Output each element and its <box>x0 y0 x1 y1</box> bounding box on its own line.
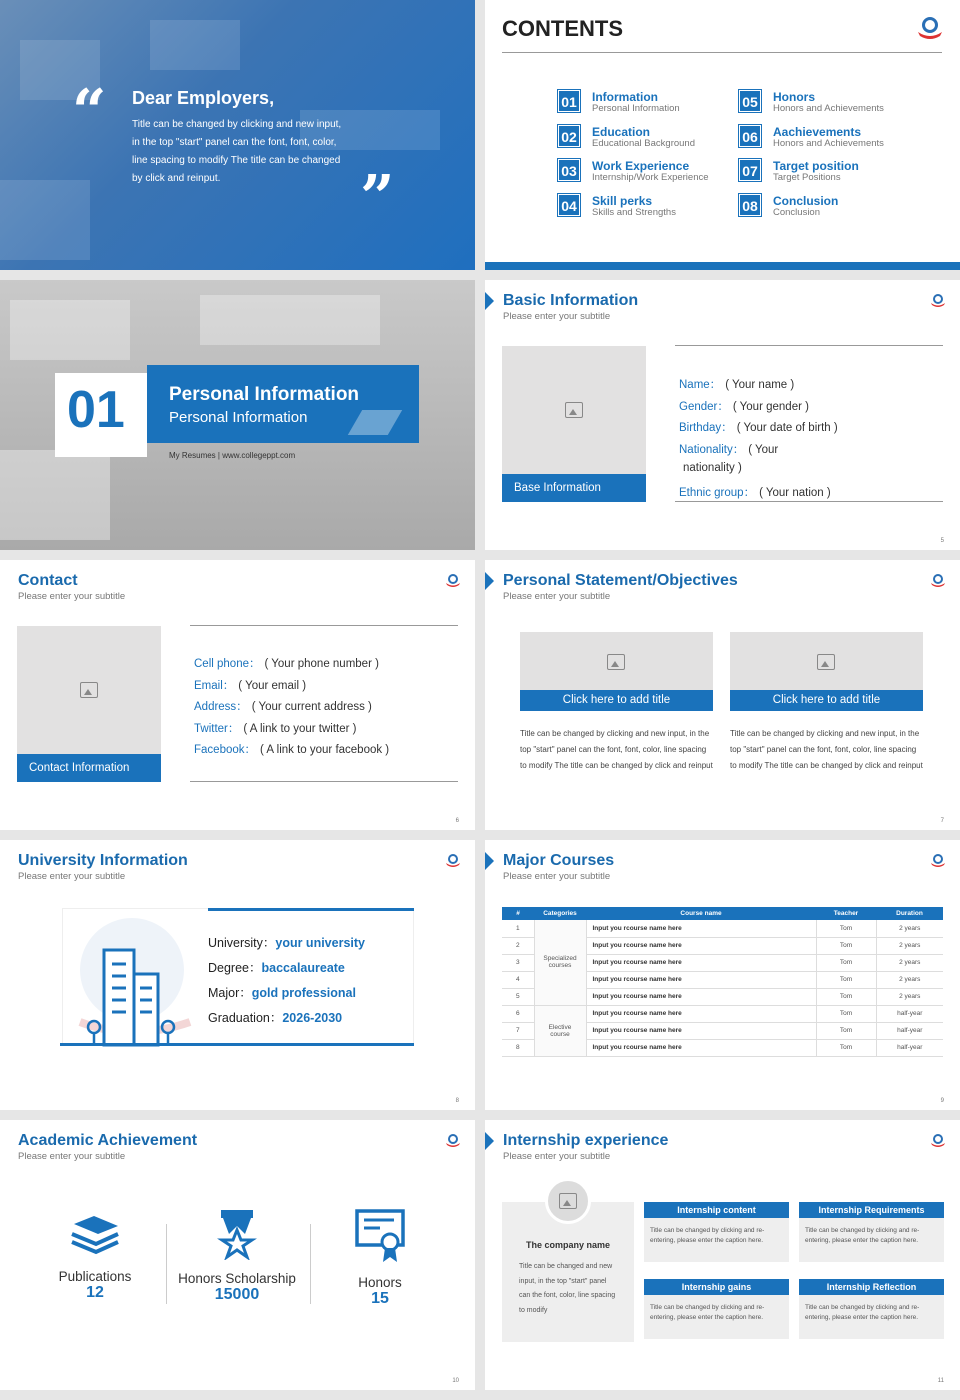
contents-item-title: Aachievements <box>773 124 862 139</box>
info-field-value[interactable]: ( Your current address ) <box>251 701 372 714</box>
contents-item-title: Target position <box>773 159 859 173</box>
table-header-cell: # <box>502 907 534 920</box>
slide-title: Major Courses <box>503 852 615 869</box>
info-field <box>679 398 809 414</box>
slide-internship-experience <box>485 1120 960 1390</box>
table-header-cell: Teacher <box>816 907 876 920</box>
slide-subtitle: Please enter your subtitle <box>18 1151 126 1162</box>
photo-sign <box>0 450 110 540</box>
course-number: 5 <box>502 988 534 1005</box>
slide-title: Internship experience <box>503 1132 669 1149</box>
university-row-value: your university <box>275 936 365 950</box>
slide-title: Academic Achievement <box>18 1132 198 1149</box>
contents-item-title: Education <box>592 124 651 139</box>
slide-title: Basic Information <box>503 292 639 309</box>
image-icon <box>559 1193 577 1209</box>
slide-academic-achievement <box>0 1120 475 1390</box>
slide-university-information <box>0 840 475 1110</box>
internship-box-header: Internship Reflection <box>799 1279 944 1295</box>
university-logo-icon <box>930 852 946 868</box>
title-marker-icon <box>485 292 494 310</box>
internship-box <box>644 1202 789 1262</box>
achievement-value: 15000 <box>214 1286 260 1303</box>
info-field-key: Nationality： <box>679 443 745 456</box>
course-teacher: Tom <box>816 1022 876 1039</box>
title-marker-icon <box>485 1132 494 1150</box>
university-logo-icon <box>916 14 944 40</box>
info-field <box>194 655 379 671</box>
university-row-key: Graduation： <box>208 1011 283 1025</box>
slide1-body: Title can be changed by clicking and new input, in the top "start" panel can the font, font, color, line spacing to modify The title can be changed by click and reinput. <box>132 119 342 184</box>
course-duration: 2 years <box>876 971 943 988</box>
divider-bottom <box>190 781 458 782</box>
course-name[interactable]: Input you rcourse name here <box>586 1022 816 1039</box>
page-number: 7 <box>940 818 944 824</box>
slide-contact <box>0 560 475 830</box>
course-duration: 2 years <box>876 954 943 971</box>
internship-box-text: Title can be changed by clicking and re-entering, please enter the caption here. <box>799 1295 944 1339</box>
course-name[interactable]: Input you rcourse name here <box>586 1039 816 1056</box>
course-duration: half-year <box>876 1039 943 1056</box>
info-field-value[interactable]: ( Your date of birth ) <box>736 422 838 435</box>
course-number: 3 <box>502 954 534 971</box>
slide-subtitle: Please enter your subtitle <box>18 591 126 602</box>
internship-box-text: Title can be changed by clicking and re-entering, please enter the caption here. <box>644 1218 789 1262</box>
course-number: 1 <box>502 920 534 937</box>
info-field-key: Facebook： <box>194 744 257 757</box>
contents-item-number: 02 <box>558 125 580 147</box>
university-row-key: Major： <box>208 986 252 1000</box>
course-number: 4 <box>502 971 534 988</box>
info-field-key: Twitter： <box>194 722 240 735</box>
close-quote-icon: ” <box>360 163 395 233</box>
slide-dear-employers <box>0 0 475 270</box>
university-row-key: Degree： <box>208 961 262 975</box>
contents-item-subtitle: Personal Information <box>592 103 680 114</box>
university-row-value: 2026-2030 <box>282 1011 343 1025</box>
contents-item[interactable] <box>739 125 909 151</box>
company-name: The company name <box>525 1240 611 1250</box>
section-subtitle: Personal Information <box>169 409 308 426</box>
course-teacher: Tom <box>816 988 876 1005</box>
course-number: 2 <box>502 937 534 954</box>
university-row <box>208 1008 342 1026</box>
info-field-key: Address： <box>194 701 248 714</box>
title-marker-icon <box>485 572 494 590</box>
course-name[interactable]: Input you rcourse name here <box>586 971 816 988</box>
info-field <box>194 698 372 714</box>
university-row <box>208 983 356 1001</box>
contents-item-number: 07 <box>739 159 761 181</box>
courses-table <box>502 907 943 1057</box>
university-logo-icon <box>930 292 946 308</box>
photo-sign <box>0 180 90 260</box>
open-quote-icon: “ <box>72 77 107 147</box>
books-icon <box>68 1212 122 1258</box>
contents-item-number: 04 <box>558 194 580 216</box>
contents-item-number: 01 <box>558 90 580 112</box>
section-footer: My Resumes | www.collegeppt.com <box>169 451 296 460</box>
contents-item-subtitle: Honors and Achievements <box>773 137 884 149</box>
info-field-value[interactable]: ( Your gender ) <box>732 400 809 413</box>
slide-subtitle: Please enter your subtitle <box>503 1151 611 1162</box>
contents-item[interactable] <box>558 90 728 116</box>
card-bottom-line <box>60 1043 414 1046</box>
slide-major-courses <box>485 840 960 1110</box>
contents-item-title: Conclusion <box>773 193 839 208</box>
info-field-value[interactable]: nationality ) <box>683 462 742 475</box>
slide-subtitle: Please enter your subtitle <box>503 871 611 882</box>
info-field-value[interactable]: ( A link to your facebook ) <box>260 744 390 757</box>
course-duration: half-year <box>876 1005 943 1022</box>
divider-bottom <box>675 501 943 502</box>
image-icon <box>817 654 835 670</box>
course-duration: half-year <box>876 1022 943 1039</box>
internship-box-text: Title can be changed by clicking and re-entering, please enter the caption here. <box>799 1218 944 1262</box>
internship-box-header: Internship Requirements <box>799 1202 944 1218</box>
contents-title: CONTENTS <box>502 16 623 41</box>
info-field-value[interactable]: ( Your <box>748 443 779 456</box>
medal-icon <box>217 1208 257 1260</box>
achievement-value: 15 <box>371 1290 389 1307</box>
info-field <box>679 462 742 474</box>
university-row-key: University： <box>208 936 276 950</box>
internship-box-header: Internship gains <box>644 1279 789 1295</box>
contents-item-title: Information <box>592 90 658 104</box>
achievement-honors <box>310 1208 450 1308</box>
contents-item-title: Honors <box>773 90 815 104</box>
info-field-value[interactable]: ( Your name ) <box>725 379 795 391</box>
company-text: Title can be changed and new input, in the top "start" panel can the font, color, line spacing to modify <box>519 1263 616 1314</box>
course-teacher: Tom <box>816 954 876 971</box>
contents-item-number: 03 <box>558 159 580 181</box>
contents-item-number: 05 <box>739 90 761 112</box>
slide-subtitle: Please enter your subtitle <box>503 591 611 602</box>
page-number: 6 <box>455 818 459 824</box>
course-name[interactable]: Input you rcourse name here <box>586 920 816 937</box>
title-marker-icon <box>485 852 494 870</box>
slide-title: Personal Statement/Objectives <box>503 572 738 589</box>
university-logo-icon <box>445 852 461 868</box>
divider-top <box>675 345 943 346</box>
course-number: 6 <box>502 1005 534 1022</box>
image-icon <box>80 682 98 698</box>
contents-item-subtitle: Target Positions <box>773 172 841 183</box>
contents-item-number: 06 <box>739 125 761 147</box>
slide-personal-statement <box>485 560 960 830</box>
info-field-value[interactable]: ( A link to your twitter ) <box>243 722 357 735</box>
card-title-button[interactable]: Click here to add title <box>520 690 713 711</box>
photo-window <box>10 300 130 360</box>
page-number: 8 <box>455 1098 459 1104</box>
card-text: Title can be changed by clicking and new input, in the top "start" panel can the font, font, color, line spacing to modify The title can be changed by click and reinput <box>730 729 923 770</box>
university-row-value: gold professional <box>251 986 356 1000</box>
slide-title: Contact <box>18 572 78 589</box>
contents-item-subtitle: Internship/Work Experience <box>592 172 709 183</box>
page-number: 11 <box>937 1378 944 1384</box>
info-field-key: Birthday： <box>679 422 733 435</box>
table-row <box>502 920 943 937</box>
section-title: Personal Information <box>169 384 360 405</box>
course-name[interactable]: Input you rcourse name here <box>586 1005 816 1022</box>
course-duration: 2 years <box>876 988 943 1005</box>
table-row <box>502 1005 943 1022</box>
slide-basic-information <box>485 280 960 550</box>
contents-item-title: Skill perks <box>592 193 653 208</box>
contents-item[interactable] <box>558 159 728 185</box>
info-field <box>194 677 306 693</box>
contents-item-subtitle: Honors and Achievements <box>773 103 884 114</box>
info-field <box>679 419 838 435</box>
slide1-heading: Dear Employers, <box>132 88 275 108</box>
card-top-line <box>208 908 414 911</box>
info-field-key: Gender： <box>679 400 729 413</box>
info-field <box>679 376 794 392</box>
university-logo-icon <box>930 572 946 588</box>
course-teacher: Tom <box>816 1005 876 1022</box>
image-icon <box>565 402 583 418</box>
course-name[interactable]: Input you rcourse name here <box>586 937 816 954</box>
contents-item-subtitle: Educational Background <box>592 137 695 149</box>
internship-box-text: Title can be changed by clicking and re-entering, please enter the caption here. <box>644 1295 789 1339</box>
course-teacher: Tom <box>816 971 876 988</box>
course-name[interactable]: Input you rcourse name here <box>586 954 816 971</box>
internship-box <box>799 1279 944 1339</box>
table-header-cell: Duration <box>876 907 943 920</box>
image-label: Contact Information <box>17 754 161 782</box>
course-teacher: Tom <box>816 937 876 954</box>
slide-title: University Information <box>18 852 188 869</box>
info-field-key: Name： <box>679 379 722 391</box>
course-duration: 2 years <box>876 920 943 937</box>
internship-box <box>644 1279 789 1339</box>
university-row <box>208 958 345 976</box>
slide-section-01 <box>0 280 475 550</box>
contents-item[interactable] <box>739 159 909 185</box>
divider-top <box>190 625 458 626</box>
course-category: Elective course <box>534 1005 586 1056</box>
contents-item[interactable] <box>558 194 728 220</box>
contents-bottom-bar <box>485 262 960 270</box>
buildings-icon <box>70 912 210 1047</box>
image-label: Base Information <box>502 474 646 502</box>
card-title-button[interactable]: Click here to add title <box>730 690 923 711</box>
achievement-label: Honors Scholarship <box>178 1271 296 1286</box>
contents-divider <box>502 52 942 53</box>
course-number: 7 <box>502 1022 534 1039</box>
page-number: 10 <box>452 1378 459 1384</box>
card-text: Title can be changed by clicking and new input, in the top "start" panel can the font, font, color, line spacing to modify The title can be changed by click and reinput <box>520 729 713 770</box>
course-category: Specialized courses <box>534 920 586 1005</box>
info-field <box>679 441 778 457</box>
slide-subtitle: Please enter your subtitle <box>18 871 126 882</box>
internship-box <box>799 1202 944 1262</box>
university-row <box>208 933 365 951</box>
achievement-scholarship <box>167 1208 307 1304</box>
section-number: 01 <box>67 381 125 439</box>
table-header-cell: Course name <box>586 907 816 920</box>
contents-item[interactable] <box>558 125 728 151</box>
contents-item[interactable] <box>739 194 909 220</box>
slide-contents <box>485 0 960 270</box>
achievement-label: Honors <box>358 1275 402 1290</box>
photo-window <box>200 295 380 345</box>
course-teacher: Tom <box>816 920 876 937</box>
course-duration: 2 years <box>876 937 943 954</box>
photo-window <box>150 20 240 70</box>
info-field <box>194 720 357 736</box>
university-logo-icon <box>930 1132 946 1148</box>
university-logo-icon <box>445 1132 461 1148</box>
info-field <box>194 741 389 757</box>
achievement-publications <box>25 1212 165 1302</box>
course-teacher: Tom <box>816 1039 876 1056</box>
info-field <box>679 484 831 500</box>
contents-item-subtitle: Skills and Strengths <box>592 206 676 218</box>
course-name[interactable]: Input you rcourse name here <box>586 988 816 1005</box>
contents-item-number: 08 <box>739 194 761 216</box>
course-number: 8 <box>502 1039 534 1056</box>
info-field-value[interactable]: ( Your email ) <box>238 679 307 692</box>
table-header-cell: Categories <box>534 907 586 920</box>
image-icon <box>607 654 625 670</box>
contents-item-title: Work Experience <box>592 159 690 173</box>
page-number: 9 <box>940 1098 944 1104</box>
internship-box-header: Internship content <box>644 1202 789 1218</box>
contents-item-subtitle: Conclusion <box>773 206 820 218</box>
info-field-key: Cell phone： <box>194 658 261 670</box>
achievement-label: Publications <box>58 1269 132 1284</box>
university-logo-icon <box>445 572 461 588</box>
achievement-value: 12 <box>86 1284 104 1301</box>
contents-item[interactable] <box>739 90 909 116</box>
slide-subtitle: Please enter your subtitle <box>503 311 611 322</box>
university-row-value: baccalaureate <box>261 961 345 975</box>
certificate-icon <box>354 1208 406 1264</box>
page-number: 5 <box>940 538 944 544</box>
info-field-value[interactable]: ( Your nation ) <box>759 487 831 499</box>
info-field-value[interactable]: ( Your phone number ) <box>264 658 379 670</box>
info-field-key: Ethnic group： <box>679 487 756 499</box>
info-field-key: Email： <box>194 679 235 692</box>
